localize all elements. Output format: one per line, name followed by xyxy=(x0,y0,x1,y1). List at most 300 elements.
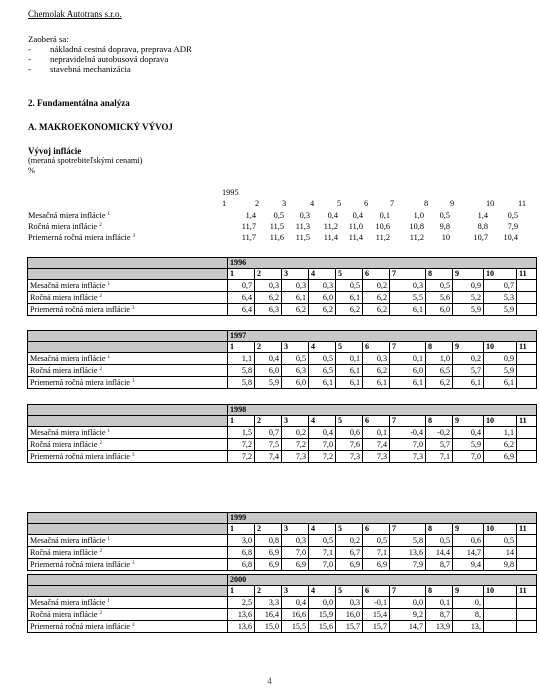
month-header: 8 xyxy=(426,269,453,280)
month-row-corner xyxy=(28,586,228,597)
cell-value: 11,7 xyxy=(241,233,256,242)
cell-value: 6,5 xyxy=(426,365,453,377)
cell-value: 16,4 xyxy=(255,609,282,621)
table-corner xyxy=(28,405,228,416)
cell-value: 0,1 xyxy=(426,597,453,609)
cell-value xyxy=(517,597,537,609)
inflation-heading: Vývoj inflácie xyxy=(28,146,82,156)
intro-text: Zaoberá sa: xyxy=(28,34,69,44)
month-header: 5 xyxy=(336,416,363,427)
cell-value xyxy=(484,597,517,609)
row-label: Priemerná ročná miera inflácie $^3$ xyxy=(28,621,228,633)
cell-value xyxy=(517,377,537,389)
cell-value: 15,5 xyxy=(282,621,309,633)
cell-value: 5,6 xyxy=(426,292,453,304)
cell-value: 15,6 xyxy=(309,621,336,633)
cell-value: 6,9 xyxy=(255,547,282,559)
cell-value xyxy=(517,353,537,365)
month-header: 7 xyxy=(390,416,426,427)
cell-value: 6,1 xyxy=(363,377,390,389)
cell-value: 0,6 xyxy=(336,427,363,439)
cell-value: 6,2 xyxy=(336,304,363,316)
table-row xyxy=(28,547,537,559)
cell-value: 6,2 xyxy=(363,304,390,316)
month-header: 1 xyxy=(228,342,255,353)
cell-value: 7,3 xyxy=(390,451,426,463)
cell-value xyxy=(517,451,537,463)
cell-value: 0,4 xyxy=(352,211,363,220)
year-header: 1999 xyxy=(228,513,537,524)
month-header: 1 xyxy=(228,416,255,427)
cell-value: 5,7 xyxy=(426,439,453,451)
month-header: 2 xyxy=(255,586,282,597)
cell-value: 11,4 xyxy=(348,233,363,242)
month-header: 8 xyxy=(424,199,429,208)
cell-value: 10,4 xyxy=(503,233,518,242)
cell-value: 6,0 xyxy=(309,292,336,304)
cell-value: 0,5 xyxy=(336,280,363,292)
cell-value: 7,3 xyxy=(363,451,390,463)
cell-value: 6,1 xyxy=(336,377,363,389)
month-header: 7 xyxy=(390,199,395,208)
cell-value: 0,9 xyxy=(453,280,484,292)
month-header: 10 xyxy=(486,199,495,208)
table-row xyxy=(28,451,537,463)
table-row xyxy=(28,365,537,377)
cell-value: 5,9 xyxy=(453,439,484,451)
cell-value: 6,3 xyxy=(255,304,282,316)
cell-value: 6,0 xyxy=(390,365,426,377)
cell-value: 7,5 xyxy=(255,439,282,451)
cell-value: 6,1 xyxy=(336,365,363,377)
month-row-corner xyxy=(28,416,228,427)
cell-value: 7,2 xyxy=(228,451,255,463)
inflation-table-1998 xyxy=(27,404,537,463)
row-label: Ročná miera inflácie $^2$ xyxy=(28,547,228,559)
cell-value: 1,0 xyxy=(413,211,424,220)
cell-value: 6,2 xyxy=(282,304,309,316)
cell-value: 6,5 xyxy=(309,365,336,377)
cell-value xyxy=(484,609,517,621)
row-label: Ročná miera inflácie $^2$ xyxy=(28,609,228,621)
year-header: 1996 xyxy=(228,258,537,269)
cell-value: 6,2 xyxy=(255,292,282,304)
month-header: 9 xyxy=(453,269,484,280)
month-header: 11 xyxy=(517,524,537,535)
table-row xyxy=(28,597,537,609)
cell-value: 7,3 xyxy=(336,451,363,463)
cell-value: 6,9 xyxy=(336,559,363,571)
table-row xyxy=(28,353,537,365)
cell-value: 0,2 xyxy=(282,427,309,439)
cell-value: 9,2 xyxy=(390,609,426,621)
month-header: 9 xyxy=(450,199,455,208)
cell-value: 0,5 xyxy=(426,280,453,292)
cell-value: 7,9 xyxy=(507,222,518,231)
table-row xyxy=(28,427,537,439)
cell-value: 15,7 xyxy=(363,621,390,633)
cell-value: 16,0 xyxy=(336,609,363,621)
cell-value: 10,7 xyxy=(473,233,488,242)
month-header: 4 xyxy=(309,416,336,427)
cell-value: 0,1 xyxy=(336,353,363,365)
cell-value: 5,7 xyxy=(453,365,484,377)
cell-value: 0,0 xyxy=(309,597,336,609)
month-header: 8 xyxy=(426,586,453,597)
cell-value: 8, xyxy=(453,609,484,621)
cell-value: 0,5 xyxy=(426,535,453,547)
cell-value: 6,1 xyxy=(453,377,484,389)
month-header: 2 xyxy=(255,416,282,427)
cell-value: 6,1 xyxy=(309,377,336,389)
page-number: 4 xyxy=(267,676,272,686)
month-header: 11 xyxy=(517,342,537,353)
month-header: 2 xyxy=(255,342,282,353)
table-corner xyxy=(28,331,228,342)
row-label: Ročná miera inflácie $^2$ xyxy=(28,222,102,231)
cell-value: 14 xyxy=(484,547,517,559)
table-row xyxy=(28,280,537,292)
month-header: 7 xyxy=(390,342,426,353)
cell-value: 6,1 xyxy=(390,304,426,316)
row-label: Mesačná miera inflácie $^1$ xyxy=(28,597,228,609)
cell-value: 13, xyxy=(453,621,484,633)
cell-value: 11,2 xyxy=(375,233,390,242)
cell-value: 0,3 xyxy=(299,211,310,220)
activity-item: - nákladná cestná doprava, preprava ADR xyxy=(28,44,192,54)
cell-value: 6,7 xyxy=(336,547,363,559)
cell-value: 7,0 xyxy=(453,451,484,463)
unit-label: % xyxy=(28,166,35,175)
cell-value: 10,6 xyxy=(375,222,390,231)
cell-value xyxy=(517,304,537,316)
month-header: 2 xyxy=(255,199,260,208)
month-header: 6 xyxy=(364,199,369,208)
cell-value: -0,2 xyxy=(426,427,453,439)
cell-value: 0,5 xyxy=(273,211,284,220)
month-header: 5 xyxy=(336,586,363,597)
month-header: 2 xyxy=(255,269,282,280)
cell-value: 6,8 xyxy=(228,559,255,571)
cell-value: 0,1 xyxy=(363,427,390,439)
cell-value: 6,3 xyxy=(282,365,309,377)
cell-value: 9,8 xyxy=(484,559,517,571)
cell-value: 11,5 xyxy=(269,222,284,231)
month-header: 7 xyxy=(390,586,426,597)
inflation-note: (meraná spotrebiteľskými cenami) xyxy=(28,156,143,165)
month-header: 3 xyxy=(282,269,309,280)
inflation-table-2000 xyxy=(27,574,537,633)
cell-value: 0,4 xyxy=(453,427,484,439)
cell-value: 0,6 xyxy=(453,535,484,547)
month-header: 8 xyxy=(426,342,453,353)
cell-value: 0,2 xyxy=(453,353,484,365)
cell-value: 6,2 xyxy=(363,292,390,304)
cell-value: 6,2 xyxy=(363,365,390,377)
month-header: 10 xyxy=(484,524,517,535)
cell-value: 6,2 xyxy=(309,304,336,316)
month-header: 6 xyxy=(363,342,390,353)
month-header: 9 xyxy=(453,586,484,597)
row-label: Mesačná miera inflácie $^1$ xyxy=(28,535,228,547)
cell-value: 2,5 xyxy=(228,597,255,609)
table-row xyxy=(28,292,537,304)
cell-value: 6,0 xyxy=(426,304,453,316)
cell-value: 15,9 xyxy=(309,609,336,621)
month-header: 1 xyxy=(228,586,255,597)
cell-value: 0,2 xyxy=(336,535,363,547)
cell-value: 0,4 xyxy=(255,353,282,365)
month-header: 5 xyxy=(336,269,363,280)
cell-value: 5,9 xyxy=(484,365,517,377)
month-header: 5 xyxy=(336,342,363,353)
cell-value: 9,4 xyxy=(453,559,484,571)
cell-value: 11,5 xyxy=(295,233,310,242)
cell-value xyxy=(517,547,537,559)
row-label: Ročná miera inflácie $^2$ xyxy=(28,365,228,377)
row-label: Mesačná miera inflácie $^1$ xyxy=(28,427,228,439)
inflation-table-1996 xyxy=(27,257,537,316)
cell-value xyxy=(517,621,537,633)
cell-value: 0, xyxy=(453,597,484,609)
year-label: 1995 xyxy=(222,188,239,197)
cell-value xyxy=(517,280,537,292)
month-header: 6 xyxy=(363,524,390,535)
cell-value: 1,0 xyxy=(426,353,453,365)
month-header: 4 xyxy=(309,269,336,280)
cell-value: 1,1 xyxy=(484,427,517,439)
table-corner xyxy=(28,258,228,269)
row-label: Priemerná ročná miera inflácie $^3$ xyxy=(28,451,228,463)
cell-value: 13,6 xyxy=(390,547,426,559)
cell-value: 11,3 xyxy=(295,222,310,231)
cell-value: 1,1 xyxy=(228,353,255,365)
row-label: Ročná miera inflácie $^2$ xyxy=(28,439,228,451)
cell-value: 11,2 xyxy=(409,233,424,242)
cell-value: 7,4 xyxy=(363,439,390,451)
table-row xyxy=(28,559,537,571)
cell-value: 11,2 xyxy=(323,222,338,231)
cell-value: 15,7 xyxy=(336,621,363,633)
cell-value: 14,4 xyxy=(426,547,453,559)
row-label: Ročná miera inflácie $^2$ xyxy=(28,292,228,304)
cell-value: 1,5 xyxy=(228,427,255,439)
cell-value: 5,3 xyxy=(484,292,517,304)
cell-value: 0,3 xyxy=(255,280,282,292)
cell-value: 7,1 xyxy=(363,547,390,559)
cell-value xyxy=(517,427,537,439)
cell-value: 5,9 xyxy=(484,304,517,316)
month-header: 6 xyxy=(363,586,390,597)
cell-value: 7,9 xyxy=(390,559,426,571)
month-header: 4 xyxy=(309,586,336,597)
month-header: 7 xyxy=(390,524,426,535)
cell-value: 0,1 xyxy=(379,211,390,220)
month-row-corner xyxy=(28,269,228,280)
cell-value: 15,4 xyxy=(363,609,390,621)
month-header: 10 xyxy=(484,342,517,353)
cell-value: 0,3 xyxy=(282,280,309,292)
month-header: 3 xyxy=(282,524,309,535)
cell-value: 8,7 xyxy=(426,609,453,621)
cell-value: 8,8 xyxy=(477,222,488,231)
cell-value xyxy=(484,621,517,633)
cell-value: 6,9 xyxy=(282,559,309,571)
cell-value: 0,3 xyxy=(336,597,363,609)
cell-value: 5,8 xyxy=(390,535,426,547)
cell-value: 5,8 xyxy=(228,365,255,377)
month-header: 10 xyxy=(484,586,517,597)
cell-value: 11,7 xyxy=(241,222,256,231)
cell-value xyxy=(517,365,537,377)
cell-value: 7,2 xyxy=(309,451,336,463)
cell-value: 0,7 xyxy=(255,427,282,439)
month-header: 3 xyxy=(282,586,309,597)
row-label: Priemerná ročná miera inflácie $^3$ xyxy=(28,377,228,389)
cell-value: 10 xyxy=(441,233,450,242)
month-header: 3 xyxy=(282,199,287,208)
cell-value: 0,5 xyxy=(363,535,390,547)
month-header: 11 xyxy=(517,586,537,597)
activity-item: - stavebná mechanizácia xyxy=(28,64,131,74)
cell-value: 15,0 xyxy=(255,621,282,633)
cell-value: 6,4 xyxy=(228,292,255,304)
cell-value: 5,5 xyxy=(390,292,426,304)
cell-value: 5,8 xyxy=(228,377,255,389)
month-header: 6 xyxy=(363,269,390,280)
cell-value: 0,8 xyxy=(255,535,282,547)
cell-value: 1,4 xyxy=(245,211,256,220)
cell-value: 0,3 xyxy=(309,280,336,292)
cell-value: 9,8 xyxy=(439,222,450,231)
month-header: 4 xyxy=(309,342,336,353)
cell-value: 0,5 xyxy=(309,353,336,365)
month-header: 9 xyxy=(453,342,484,353)
row-label: Mesačná miera inflácie $^1$ xyxy=(28,211,110,220)
cell-value: 6,1 xyxy=(336,292,363,304)
table-corner xyxy=(28,575,228,586)
cell-value: 3,3 xyxy=(255,597,282,609)
cell-value: 10,8 xyxy=(409,222,424,231)
cell-value: 0,5 xyxy=(282,353,309,365)
cell-value: 1,4 xyxy=(477,211,488,220)
cell-value: 6,2 xyxy=(484,439,517,451)
table-row xyxy=(28,304,537,316)
cell-value: 14,7 xyxy=(390,621,426,633)
month-header: 8 xyxy=(426,416,453,427)
section-title: 2. Fundamentálna analýza xyxy=(28,98,130,108)
month-header: 8 xyxy=(426,524,453,535)
month-header: 11 xyxy=(517,416,537,427)
month-row-corner xyxy=(28,342,228,353)
month-header: 4 xyxy=(310,199,315,208)
month-header: 3 xyxy=(282,416,309,427)
cell-value: 0,2 xyxy=(363,280,390,292)
activity-item: - nepravidelná autobusová doprava xyxy=(28,54,169,64)
table-row xyxy=(28,609,537,621)
cell-value: 6,2 xyxy=(426,377,453,389)
month-header: 4 xyxy=(309,524,336,535)
month-header: 7 xyxy=(390,269,426,280)
row-label: Priemerná ročná miera inflácie $^3$ xyxy=(28,233,136,242)
cell-value: 0,4 xyxy=(282,597,309,609)
cell-value: 5,9 xyxy=(255,377,282,389)
cell-value: 7,4 xyxy=(255,451,282,463)
cell-value: 0,3 xyxy=(363,353,390,365)
month-header: 6 xyxy=(363,416,390,427)
cell-value: 7,3 xyxy=(282,451,309,463)
row-label: Mesačná miera inflácie $^1$ xyxy=(28,353,228,365)
cell-value: 13,6 xyxy=(228,609,255,621)
cell-value: 13,6 xyxy=(228,621,255,633)
month-header: 1 xyxy=(228,269,255,280)
subsection-title: A. MAKROEKONOMICKÝ VÝVOJ xyxy=(28,122,173,132)
month-header: 11 xyxy=(517,269,537,280)
cell-value: 7,1 xyxy=(309,547,336,559)
cell-value xyxy=(517,292,537,304)
company-name: Chemolak Autotrans s.r.o. xyxy=(28,9,122,19)
month-header: 5 xyxy=(337,199,342,208)
row-label: Priemerná ročná miera inflácie $^3$ xyxy=(28,304,228,316)
cell-value: 7,0 xyxy=(309,439,336,451)
cell-value xyxy=(517,559,537,571)
month-header: 9 xyxy=(453,416,484,427)
cell-value: 11,0 xyxy=(348,222,363,231)
cell-value: 7,1 xyxy=(426,451,453,463)
cell-value: 7,0 xyxy=(309,559,336,571)
cell-value: 7,6 xyxy=(336,439,363,451)
cell-value: -0,1 xyxy=(363,597,390,609)
cell-value: 7,0 xyxy=(390,439,426,451)
table-row xyxy=(28,377,537,389)
cell-value: 0,0 xyxy=(390,597,426,609)
month-header: 1 xyxy=(222,199,227,208)
cell-value: 6,8 xyxy=(228,547,255,559)
cell-value: 6,1 xyxy=(282,292,309,304)
cell-value: 0,3 xyxy=(282,535,309,547)
cell-value: 8,7 xyxy=(426,559,453,571)
cell-value: 0,5 xyxy=(309,535,336,547)
cell-value xyxy=(517,439,537,451)
month-header: 5 xyxy=(336,524,363,535)
month-header: 2 xyxy=(255,524,282,535)
cell-value: 7,0 xyxy=(282,547,309,559)
cell-value: 5,2 xyxy=(453,292,484,304)
cell-value: 6,9 xyxy=(363,559,390,571)
cell-value: 0,9 xyxy=(484,353,517,365)
cell-value: 0,7 xyxy=(484,280,517,292)
month-header: 3 xyxy=(282,342,309,353)
cell-value: 16,6 xyxy=(282,609,309,621)
cell-value: 7,2 xyxy=(282,439,309,451)
cell-value: 7,2 xyxy=(228,439,255,451)
cell-value: 3,0 xyxy=(228,535,255,547)
cell-value: 0,7 xyxy=(228,280,255,292)
cell-value: 5,9 xyxy=(453,304,484,316)
cell-value: -0,4 xyxy=(390,427,426,439)
month-header: 11 xyxy=(518,199,526,208)
year-header: 2000 xyxy=(228,575,537,586)
cell-value: 6,0 xyxy=(282,377,309,389)
cell-value: 11,6 xyxy=(269,233,284,242)
cell-value xyxy=(517,535,537,547)
cell-value: 6,9 xyxy=(484,451,517,463)
cell-value: 0,1 xyxy=(390,353,426,365)
cell-value: 0,5 xyxy=(439,211,450,220)
cell-value: 6,4 xyxy=(228,304,255,316)
year-header: 1998 xyxy=(228,405,537,416)
month-header: 10 xyxy=(484,269,517,280)
